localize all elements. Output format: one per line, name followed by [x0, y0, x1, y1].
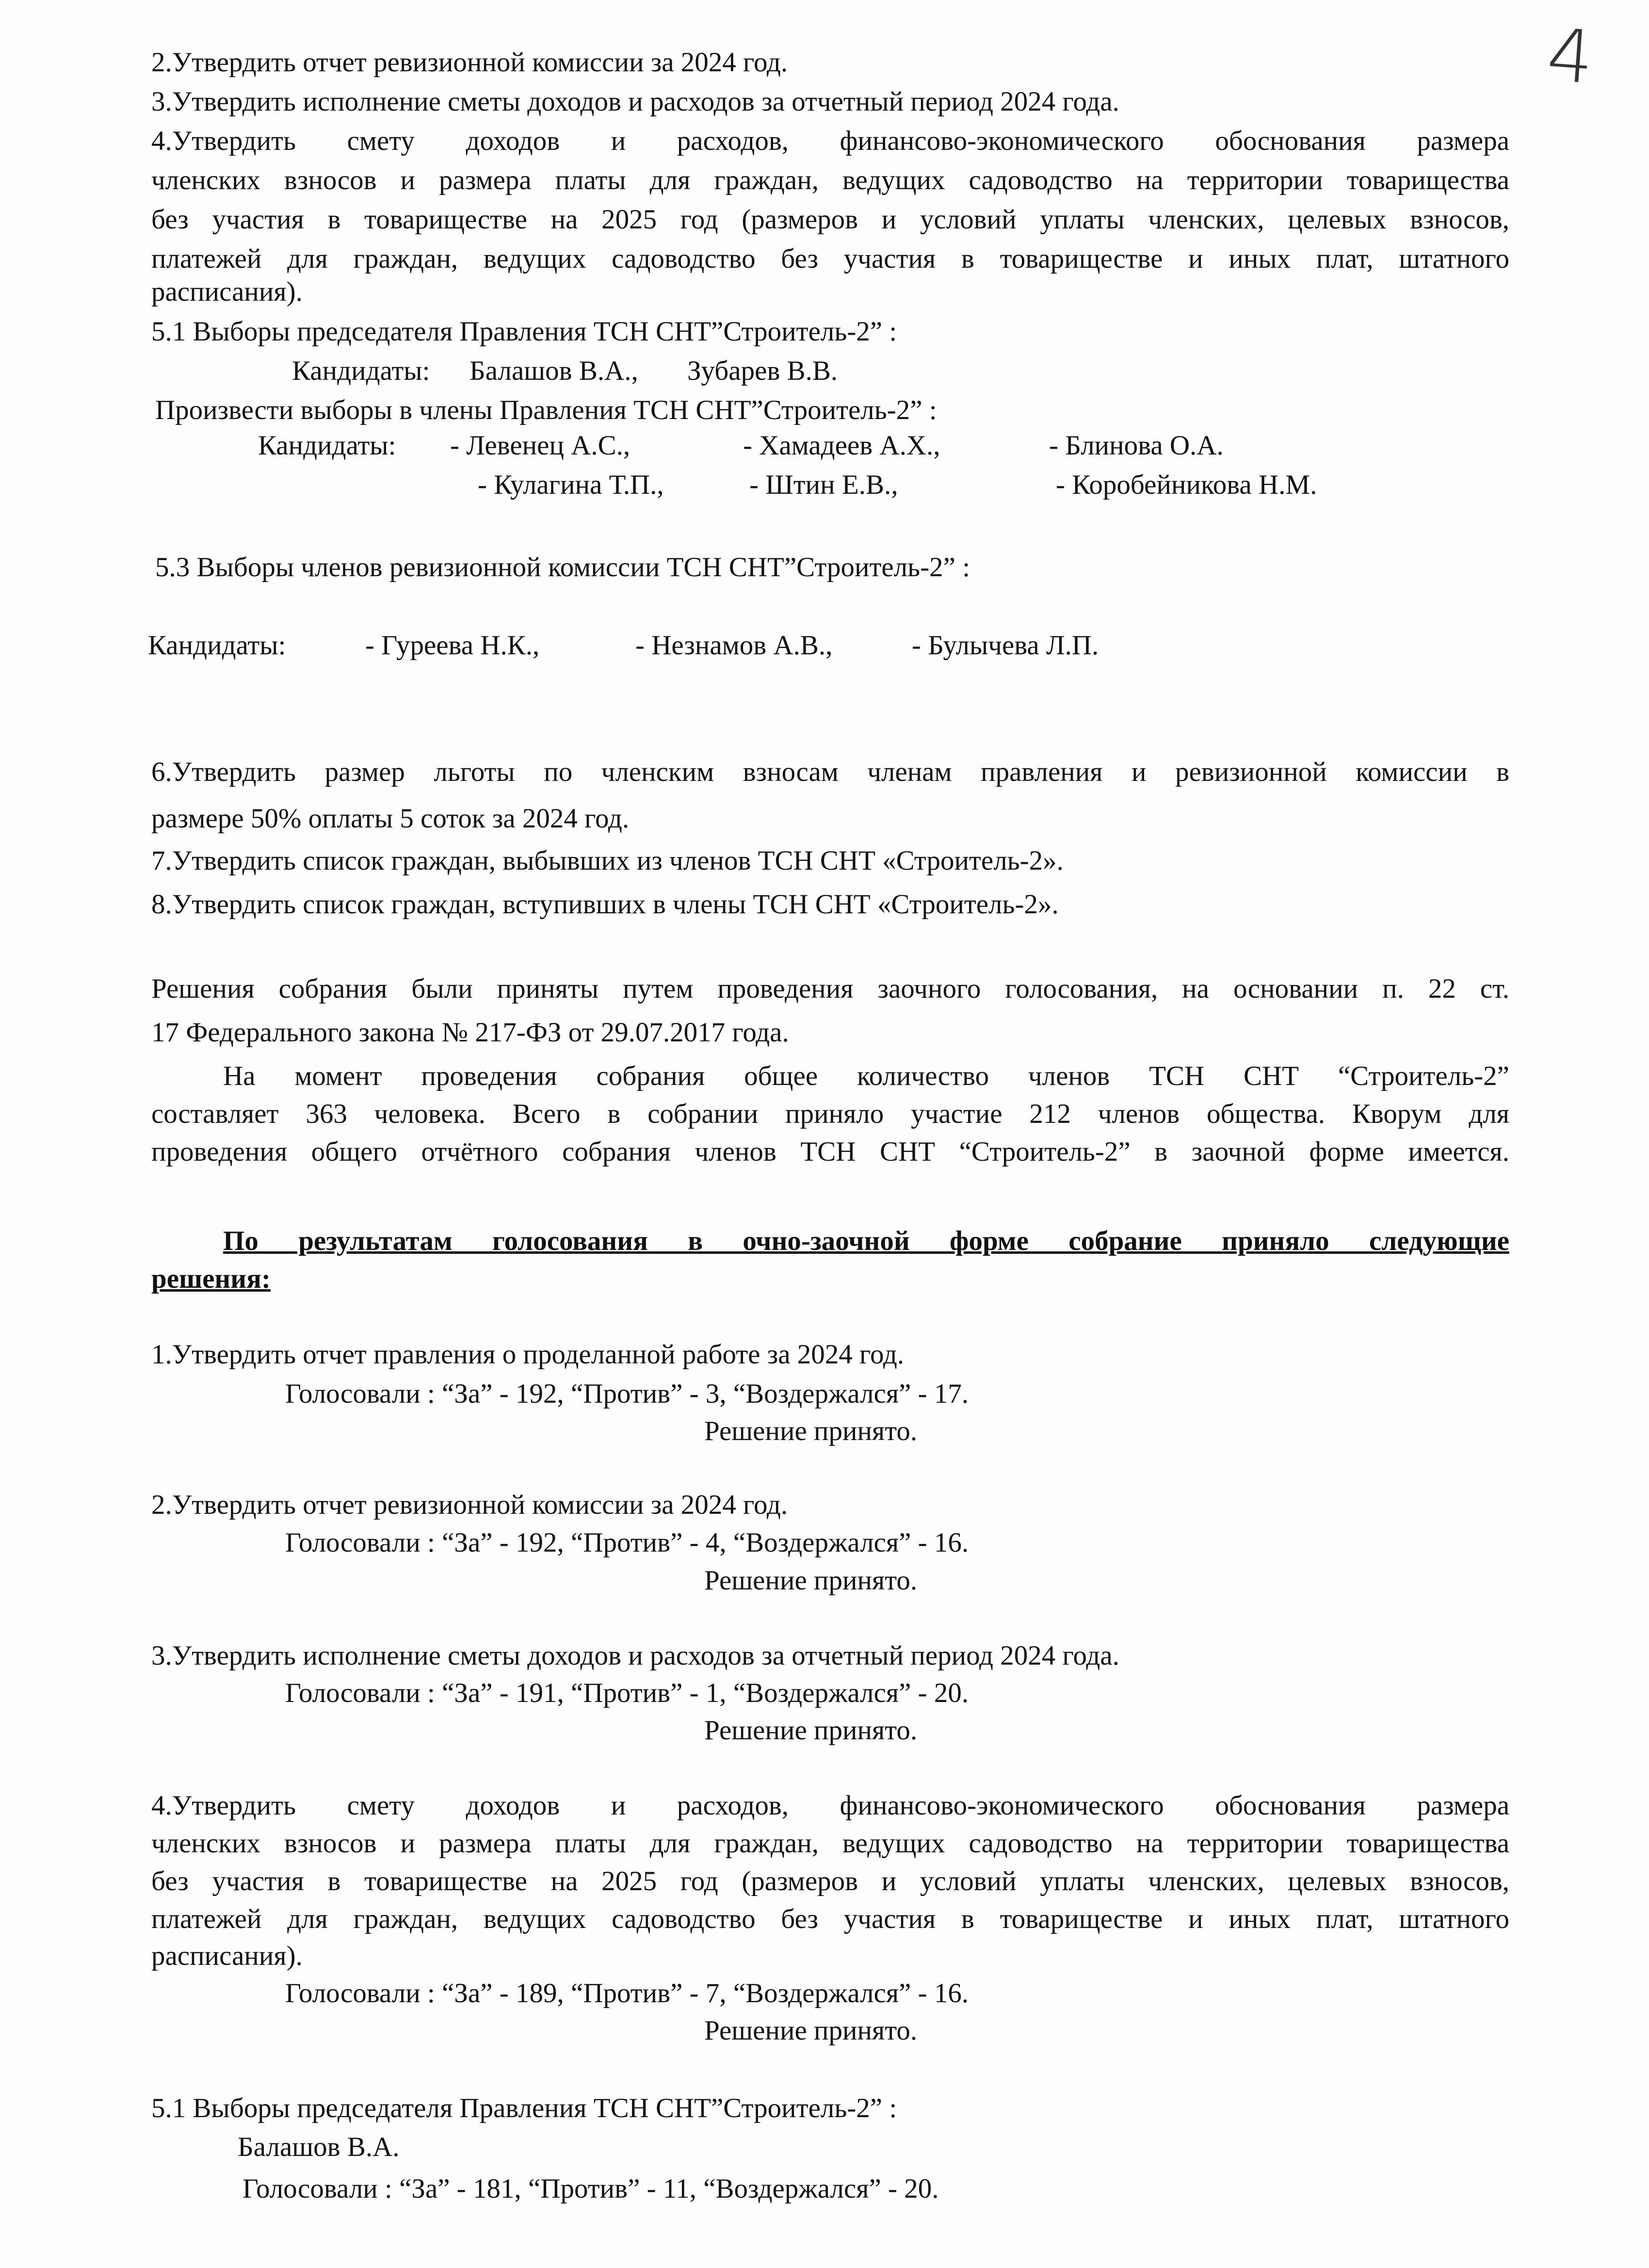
result-1-votes: Голосовали : “За” - 192, “Против” - 3, “Воздержался” - 17. [285, 1378, 969, 1409]
board-election-title: Произвести выборы в члены Правления ТСН СНТ”Строитель-2” : [155, 395, 937, 425]
result-4-line: 4.Утвердить смету доходов и расходов, финансово-экономического обоснования размера [151, 1790, 1509, 1821]
candidate-name: - Гуреева Н.К., [365, 630, 540, 661]
candidate-name: - Коробейникова Н.М. [1056, 470, 1317, 500]
result-2-title: 2.Утвердить отчет ревизионной комиссии за 2024 год. [151, 1490, 788, 1520]
result-1-title: 1.Утвердить отчет правления о проделанной работе за 2024 год. [151, 1339, 905, 1370]
agenda-item-2: 2.Утвердить отчет ревизионной комиссии за 2024 год. [151, 47, 788, 78]
agenda-item-8: 8.Утвердить список граждан, вступивших в члены ТСН СНТ «Строитель-2». [151, 889, 1059, 920]
agenda-item-4-line: расписания). [151, 276, 303, 307]
agenda-item-4-line: без участия в товариществе на 2025 год (размеров и условий уплаты членских, целевых взносов, [151, 204, 1509, 235]
result-3-title: 3.Утвердить исполнение сметы доходов и расходов за отчетный период 2024 года. [151, 1640, 1119, 1671]
candidate-name: - Штин Е.В., [749, 470, 898, 500]
agenda-item-4-line: 4.Утвердить смету доходов и расходов, финансово-экономического обоснования размера [151, 126, 1509, 156]
candidate-name: Зубарев В.В. [687, 356, 838, 386]
result-4-line: членских взносов и размера платы для граждан, ведущих садоводство на территории товарищества [151, 1828, 1509, 1859]
candidate-name: - Булычева Л.П. [912, 630, 1099, 661]
result-4-line: платежей для граждан, ведущих садоводство без участия в товариществе и иных плат, штатного [151, 1904, 1509, 1934]
agenda-item-5-1-title: 5.1 Выборы председателя Правления ТСН СНТ”Строитель-2” : [151, 316, 897, 347]
result-3-votes: Голосовали : “За” - 191, “Против” - 1, “Воздержался” - 20. [285, 1678, 969, 1708]
agenda-item-5-3-title: 5.3 Выборы членов ревизионной комиссии ТСН СНТ”Строитель-2” : [155, 552, 970, 583]
decision-basis-line: 17 Федерального закона № 217-ФЗ от 29.07.2017 года. [151, 1017, 789, 1048]
candidates-label: Кандидаты: [148, 630, 286, 661]
candidate-name: - Хамадеев А.Х., [743, 430, 940, 461]
quorum-line: составляет 363 человека. Всего в собрании приняло участие 212 членов общества. Кворум для [151, 1099, 1509, 1129]
handwritten-page-number: 4 [1544, 13, 1597, 101]
agenda-item-4-line: членских взносов и размера платы для граждан, ведущих садоводство на территории товарищества [151, 165, 1509, 195]
candidates-label: Кандидаты: [258, 430, 396, 461]
result-3-decision: Решение принято. [704, 1715, 918, 1746]
result-4-line: расписания). [151, 1941, 303, 1971]
quorum-line: На момент проведения собрания общее количество членов ТСН СНТ “Строитель-2” [223, 1061, 1509, 1091]
candidate-name: Балашов В.А., [469, 356, 638, 386]
agenda-item-4-line: платежей для граждан, ведущих садоводство без участия в товариществе и иных плат, штатного [151, 243, 1509, 274]
result-4-decision: Решение принято. [704, 2015, 918, 2046]
result-5-1-title: 5.1 Выборы председателя Правления ТСН СНТ”Строитель-2” : [151, 2093, 897, 2123]
quorum-line: проведения общего отчётного собрания членов ТСН СНТ “Строитель-2” в заочной форме имеется. [151, 1136, 1509, 1167]
result-5-1-candidate: Балашов В.А. [238, 2132, 400, 2162]
result-5-1-votes: Голосовали : “За” - 181, “Против” - 11, “Воздержался” - 20. [242, 2173, 939, 2204]
result-1-decision: Решение принято. [704, 1416, 918, 1446]
candidate-name: - Кулагина Т.П., [478, 470, 664, 500]
results-heading-line: решения: [151, 1264, 271, 1294]
agenda-item-6-line: размере 50% оплаты 5 соток за 2024 год. [151, 803, 630, 834]
result-2-decision: Решение принято. [704, 1565, 918, 1596]
decision-basis-line: Решения собрания были приняты путем проведения заочного голосования, на основании п. 22 ст. [151, 973, 1509, 1004]
agenda-item-6-line: 6.Утвердить размер льготы по членским взносам членам правления и ревизионной комиссии в [151, 757, 1509, 787]
candidate-name: - Блинова О.А. [1049, 430, 1224, 461]
candidate-name: - Незнамов А.В., [635, 630, 833, 661]
results-heading-line: По результатам голосования в очно-заочной форме собрание приняло следующие [223, 1226, 1509, 1256]
result-4-line: без участия в товариществе на 2025 год (размеров и условий уплаты членских, целевых взносов, [151, 1866, 1509, 1896]
result-2-votes: Голосовали : “За” - 192, “Против” - 4, “Воздержался” - 16. [285, 1527, 969, 1558]
agenda-item-7: 7.Утвердить список граждан, выбывших из членов ТСН СНТ «Строитель-2». [151, 845, 1064, 876]
candidates-label: Кандидаты: [292, 356, 430, 386]
agenda-item-3: 3.Утвердить исполнение сметы доходов и расходов за отчетный период 2024 года. [151, 86, 1119, 117]
result-4-votes: Голосовали : “За” - 189, “Против” - 7, “Воздержался” - 16. [285, 1978, 969, 2009]
candidate-name: - Левенец А.С., [450, 430, 630, 461]
